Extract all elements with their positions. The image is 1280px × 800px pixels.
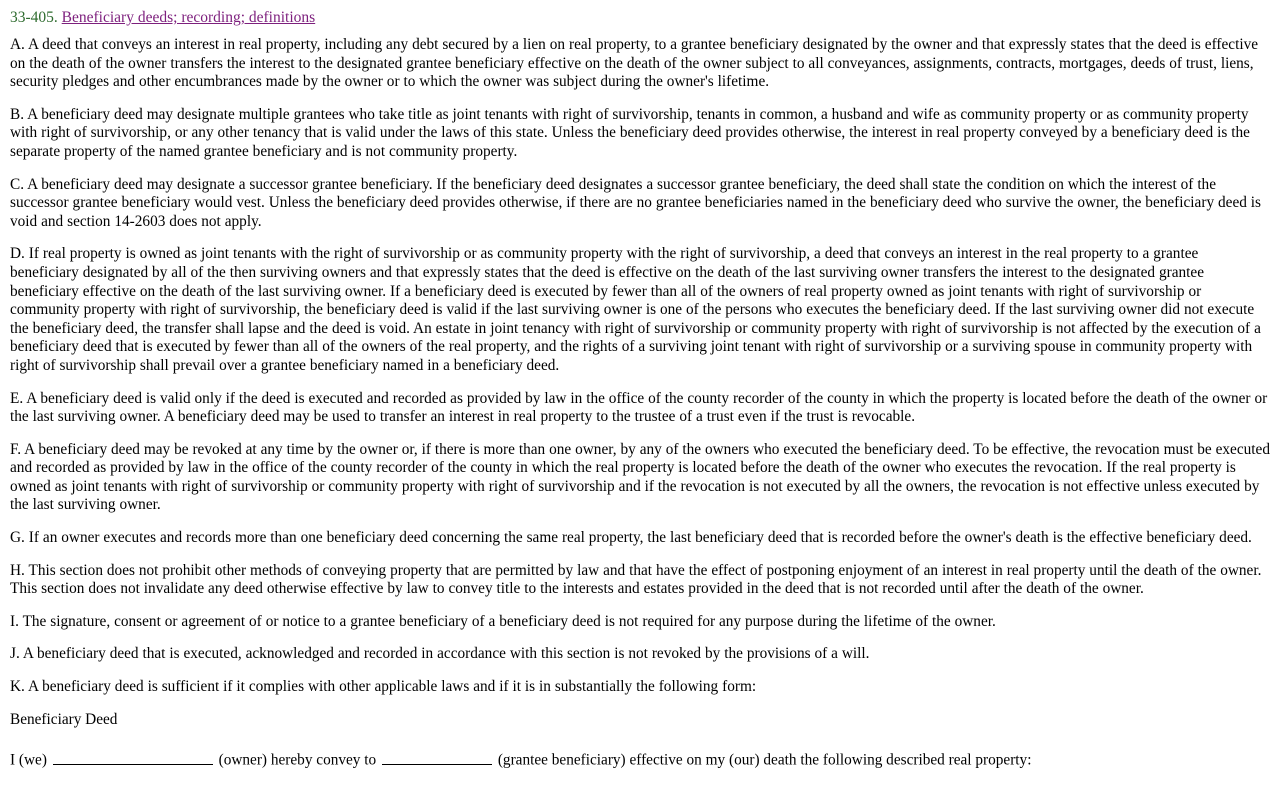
paragraph-g: G. If an owner executes and records more than one beneficiary deed concerning the same real property, the last beneficiary deed that is recorded before the owner's death is the effective beneficiary deed. [10,529,1252,547]
paragraph-h: H. This section does not prohibit other methods of conveying property that are permitted by law and that have the effect of postponing enjoyment of an interest in real property until the death of the owner. This section does not invalidate any deed otherwise effective by law to convey title to the interests and estates provided in the deed that is not recorded until after the death of the owner. [10,561,1262,598]
form-line-text-1: I (we) [10,751,51,769]
section-number: 33-405. [10,9,58,26]
form-conveyance-line [10,749,1270,770]
form-line-text-2: (owner) hereby convey to [214,751,381,769]
form-title: Beneficiary Deed [10,710,118,728]
paragraph-d: D. If real property is owned as joint tenants with the right of survivorship or as community property with the right of survivorship, a deed that conveys an interest in the real property to a grantee beneficiary designated by all of the then surviving owners and that expressly states that the deed is effective on the death of the last surviving owner transfers the interest to the designated grantee beneficiary effective on the death of the last surviving owner. If a beneficiary deed is executed by fewer than all of the owners of real property owned as joint tenants with right of survivorship or community property with right of survivorship, the beneficiary deed is valid if the last surviving owner is one of the persons who executes the beneficiary deed. If the last surviving owner did not execute the beneficiary deed, the transfer shall lapse and the deed is void. An estate in joint tenancy with right of survivorship or community property with right of survivorship is not affected by the execution of a beneficiary deed that is executed by fewer than all of the owners of the real property, and the rights of a surviving joint tenant with right of survivorship or a surviving spouse in community property with right of survivorship shall prevail over a grantee beneficiary named in a beneficiary deed. [10,245,1261,374]
paragraph-e: E. A beneficiary deed is valid only if the deed is executed and recorded as provided by law in the office of the county recorder of the county in which the property is located before the death of the owner or the last surviving owner. A beneficiary deed may be used to transfer an interest in real property to the trustee of a trust even if the trust is revocable. [10,389,1268,426]
grantee-beneficiary-blank [382,749,492,765]
paragraph-b: B. A beneficiary deed may designate multiple grantees who take title as joint tenants with right of survivorship, tenants in common, a husband and wife as community property or as community property with right of survivorship, or any other tenancy that is valid under the laws of this state. Unless the beneficiary deed provides otherwise, the interest in real property conveyed by a beneficiary deed is the separate property of the named grantee beneficiary and is not community property. [10,105,1250,160]
form-line-text-3: (grantee beneficiary) effective on my (our) death the following described real property: [494,751,1032,769]
paragraph-f: F. A beneficiary deed may be revoked at any time by the owner or, if there is more than one owner, by any of the owners who executed the beneficiary deed. To be effective, the revocation must be executed and recorded as provided by law in the office of the county recorder of the county in which the real property is located before the death of the owner who executes the revocation. If the real property is owned as joint tenants with right of survivorship or community property with right of survivorship and if the revocation is not executed by all the owners, the revocation is not effective unless executed by the last surviving owner. [10,440,1270,514]
paragraph-c: C. A beneficiary deed may designate a successor grantee beneficiary. If the beneficiary deed designates a successor grantee beneficiary, the deed shall state the condition on which the interest of the successor grantee beneficiary would vest. Unless the beneficiary deed provides otherwise, if there are no grantee beneficiaries named in the beneficiary deed who survive the owner, the beneficiary deed is void and section 14-2603 does not apply. [10,175,1262,230]
paragraph-i: I. The signature, consent or agreement of or notice to a grantee beneficiary of a beneficiary deed is not required for any purpose during the lifetime of the owner. [10,612,996,630]
paragraph-k: K. A beneficiary deed is sufficient if it complies with other applicable laws and if it is in substantially the following form: [10,678,757,696]
section-title-link[interactable]: Beneficiary deeds; recording; definitions [61,9,316,26]
section-heading [10,8,1270,28]
owner-blank [53,749,213,765]
paragraph-j: J. A beneficiary deed that is executed, acknowledged and recorded in accordance with this section is not revoked by the provisions of a will. [10,645,870,663]
paragraph-a: A. A deed that conveys an interest in real property, including any debt secured by a lien on real property, to a grantee beneficiary designated by the owner and that expressly states that the deed is effective on the death of the owner transfers the interest to the designated grantee beneficiary effective on the death of the owner subject to all conveyances, assignments, contracts, mortgages, deeds of trust, liens, security pledges and other encumbrances made by the owner or to which the owner was subject during the owner's lifetime. [10,36,1259,91]
